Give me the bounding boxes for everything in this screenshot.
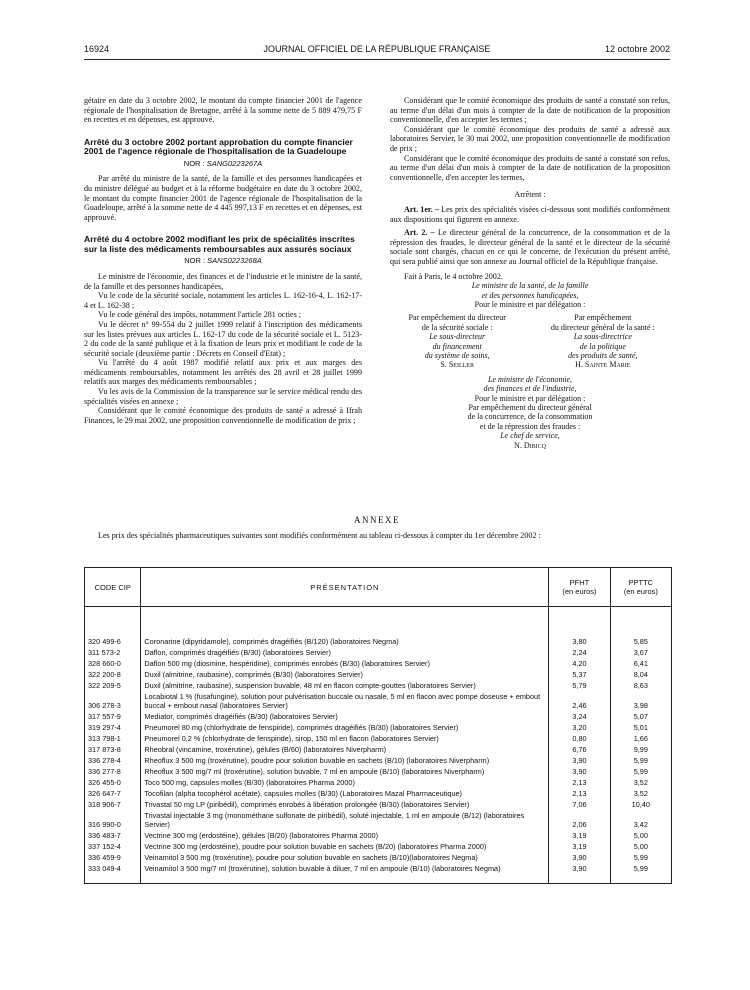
presentation-cell: Coronarine (dipyridamole), comprimés dragéifiés (B/120) (laboratoires Negma) xyxy=(141,607,549,648)
pfht-cell: 3,80 xyxy=(549,607,610,648)
pfht-cell: 5,79 xyxy=(549,680,610,691)
delegation-line: Pour le ministre et par délégation : xyxy=(474,299,586,309)
ppttc-cell: 8,63 xyxy=(610,680,671,691)
cip-code-cell: 318 906-7 xyxy=(85,799,141,810)
table-row xyxy=(85,733,672,744)
pfht-cell: 4,20 xyxy=(549,658,610,669)
ppttc-cell: 5,00 xyxy=(610,830,671,841)
ppttc-cell: 3,52 xyxy=(610,788,671,799)
table-row xyxy=(85,863,672,884)
issue-date: 12 octobre 2002 xyxy=(604,44,670,54)
cip-code-cell: 316 990-0 xyxy=(85,810,141,830)
cip-code-cell: 317 557-9 xyxy=(85,711,141,722)
table-row xyxy=(85,722,672,733)
presentation-cell: Mediator, comprimés dragéifiés (B/30) (laboratoires Servier) xyxy=(141,711,549,722)
ppttc-cell: 5,99 xyxy=(610,852,671,863)
cip-code-cell: 336 278-4 xyxy=(85,755,141,766)
presentation-cell: Locabiotal 1 % (fusafungine), solution pour pulvérisation buccale ou nasale, 5 ml en flacon avec pompe doseuse + embout buccal + embout nasal (laboratoires Servier) xyxy=(141,691,549,711)
decree-paragraph: Vu le code général des impôts, notamment l'article 281 octies ; xyxy=(98,310,302,320)
presentation-cell: Duxil (almitrine, raubasine), comprimés (B/30) (laboratoires Servier) xyxy=(141,669,549,680)
cip-code-cell: 319 297-4 xyxy=(85,722,141,733)
article-1: Art. 1er. – Les prix des spécialités visées ci-dessous sont modifiés conformément aux dispositions qui figurent en annexe. xyxy=(390,204,670,224)
table-row xyxy=(85,711,672,722)
presentation-cell: Vectrine 300 mg (erdostéine), gélules (B/20) (laboratoires Pharma 2000) xyxy=(141,830,549,841)
decree-paragraph: Considérant que le comité économique des produits de santé a constaté son refus, au terme d'un délai d'un mois à compter de la date de notification de la proposition conventionnelle, d'en accepter les termes ; xyxy=(390,96,670,125)
cip-code-cell: 326 455-0 xyxy=(85,777,141,788)
presentation-cell: Veinamitol 3 500 mg/7 ml (troxérutine), solution buvable à diluer, 7 ml en ampoule (B/10) (laboratoires Negma) xyxy=(141,863,549,884)
presentation-cell: Vectrine 300 mg (erdostéine), poudre pour solution buvable en sachets (B/20) (laboratoires Pharma 2000) xyxy=(141,841,549,852)
ppttc-cell: 5,99 xyxy=(610,755,671,766)
header-pfht: PFHT (en euros) xyxy=(549,568,610,607)
page-number: 16924 xyxy=(84,44,110,54)
continued-paragraph: gétaire en date du 3 octobre 2002, le montant du compte financier 2001 de l'agence régionale de l'hospitalisation de Bretagne, arrêté à la somme nette de 5 889 479,75 F en recettes et en dépenses, est approuvé. xyxy=(84,96,362,125)
presentation-cell: Duxil (almitrine, raubasine), suspension buvable, 48 ml en flacon compte-gouttes (laboratoires Servier) xyxy=(141,680,549,691)
table-row xyxy=(85,744,672,755)
cip-code-cell: 336 459-9 xyxy=(85,852,141,863)
header-ppttc: PPTTC (en euros) xyxy=(610,568,671,607)
presentation-cell: Pneumorel 80 mg (chlorhydrate de fenspiride), comprimés dragéifiés (B/30) (laboratoires Servier) xyxy=(141,722,549,733)
pfht-cell: 3,90 xyxy=(549,755,610,766)
header-presentation: PRÉSENTATION xyxy=(141,568,549,607)
nor-reference: NOR : SANG0223267A xyxy=(183,158,263,168)
decree-paragraph: Considérant que le comité économique des produits de santé a adressé aux laboratoires Servier, le 30 mai 2002, une proposition conventionnelle de modification de prix ; xyxy=(390,124,670,153)
cip-code-cell: 322 209-5 xyxy=(85,680,141,691)
signature-minister-health: Le ministre de la santé, de la famille et des personnes handicapées, xyxy=(471,281,589,300)
ppttc-cell: 9,99 xyxy=(610,744,671,755)
running-header xyxy=(84,44,670,58)
table-row xyxy=(85,810,672,830)
cip-code-cell: 313 798-1 xyxy=(85,733,141,744)
table-row xyxy=(85,830,672,841)
ppttc-cell: 10,40 xyxy=(610,799,671,810)
cip-code-cell: 311 573-2 xyxy=(85,647,141,658)
pfht-cell: 2,06 xyxy=(549,810,610,830)
presentation-cell: Rheoflux 3 500 mg (troxérutine), poudre pour solution buvable en sachets (B/10) (laboratoires Niverpharm) xyxy=(141,755,549,766)
ppttc-cell: 5,85 xyxy=(610,607,671,648)
pfht-cell: 3,20 xyxy=(549,722,610,733)
decree-paragraph: Vu l'arrêté du 4 août 1987 modifié relatif aux prix et aux marges des médicaments remboursables, notamment les arrêtés des 28 avril et 28 juillet 1999 relatifs aux marges des médicaments remboursables ; xyxy=(84,358,362,387)
ppttc-cell: 3,67 xyxy=(610,647,671,658)
ppttc-cell: 3,42 xyxy=(610,810,671,830)
journal-title: JOURNAL OFFICIEL DE LA RÉPUBLIQUE FRANÇAISE xyxy=(263,44,491,54)
pfht-cell: 3,90 xyxy=(549,852,610,863)
arretent-label: Arrêtent : xyxy=(514,190,546,200)
annexe-title: ANNEXE xyxy=(354,515,400,525)
nor-reference: NOR : SANS0223268A xyxy=(184,256,262,266)
right-column xyxy=(390,96,670,450)
table-row xyxy=(85,607,672,648)
header-rule xyxy=(84,59,670,60)
decree-paragraph: Vu le code de la sécurité sociale, notamment les articles L. 162-16-4, L. 162-17-4 et L. 162-38 ; xyxy=(84,291,362,310)
signature-secu: Par empêchement du directeur de la sécurité sociale : Le sous-directeur du financement du système de soins, S. Seiller xyxy=(408,313,506,370)
pfht-cell: 3,24 xyxy=(549,711,610,722)
pfht-cell: 2,13 xyxy=(549,788,610,799)
table-row xyxy=(85,799,672,810)
presentation-cell: Rheobral (vincamine, troxérutine), gélules (B/60) (laboratoires Niverpharm) xyxy=(141,744,549,755)
cip-code-cell: 326 647-7 xyxy=(85,788,141,799)
ppttc-cell: 5,99 xyxy=(610,863,671,884)
presentation-cell: Trivastal 50 mg LP (piribédil), comprimés enrobés à libération prolongée (B/30) (laboratoires Servier) xyxy=(141,799,549,810)
pfht-cell: 3,19 xyxy=(549,830,610,841)
signature-block xyxy=(390,313,670,369)
pfht-cell: 6,76 xyxy=(549,744,610,755)
cip-code-cell: 306 278-3 xyxy=(85,691,141,711)
cip-code-cell: 336 277-8 xyxy=(85,766,141,777)
decree-paragraph: Le ministre de l'économie, des finances et de l'industrie et le ministre de la santé, de la famille et des personnes handicapées, xyxy=(84,271,362,291)
cip-code-cell: 333 049-4 xyxy=(85,863,141,884)
table-row xyxy=(85,777,672,788)
presentation-cell: Daflon, comprimés dragéifiés (B/30) (laboratoires Servier) xyxy=(141,647,549,658)
cip-code-cell: 328 660-0 xyxy=(85,658,141,669)
signature-date: Fait à Paris, le 4 octobre 2002. xyxy=(404,271,503,281)
presentation-cell: Trivastal injectable 3 mg (monométhane sulfonate de piribédil), soluté injectable, 1 ml en ampoule (B/12) (laboratoires Servier) xyxy=(141,810,549,830)
ppttc-cell: 5,07 xyxy=(610,711,671,722)
decree-title-prix: Arrêté du 4 octobre 2002 modifiant les prix de spécialités inscrites sur la liste des médicaments remboursables aux assurés sociaux xyxy=(84,234,355,254)
decree-title-guadeloupe: Arrêté du 3 octobre 2002 portant approbation du compte financier 2001 de l'agence régionale de l'hospitalisation de la Guadeloupe xyxy=(84,136,353,157)
pfht-cell: 3,90 xyxy=(549,863,610,884)
table-row xyxy=(85,788,672,799)
table-row xyxy=(85,841,672,852)
cip-code-cell: 320 499-6 xyxy=(85,607,141,648)
pfht-cell: 7,06 xyxy=(549,799,610,810)
ppttc-cell: 5,00 xyxy=(610,841,671,852)
presentation-cell: Pneumorel 0,2 % (chlorhydrate de fenspiride), sirop, 150 ml en flacon (laboratoires Servier) xyxy=(141,733,549,744)
table-row xyxy=(85,669,672,680)
cip-code-cell: 317 873-8 xyxy=(85,744,141,755)
cip-code-cell: 336 483-7 xyxy=(85,830,141,841)
cip-code-cell: 337 152-4 xyxy=(85,841,141,852)
annexe-intro: Les prix des spécialités pharmaceutiques suivantes sont modifiés conformément au tableau ci-dessous à compter du 1er décembre 2002 : xyxy=(98,531,541,540)
ppttc-cell: 3,52 xyxy=(610,777,671,788)
ppttc-cell: 3,98 xyxy=(610,691,671,711)
table-row xyxy=(85,755,672,766)
pfht-cell: 2,24 xyxy=(549,647,610,658)
presentation-cell: Toco 500 mg, capsules molles (B/30) (laboratoires Pharma 2000) xyxy=(141,777,549,788)
presentation-cell: Tocofilan (alpha tocophérol acétate), capsules molles (B/30) (Laboratoires Mazal Pharmaceutique) xyxy=(141,788,549,799)
presentation-cell: Rheoflux 3 500 mg/7 ml (troxérutine), solution buvable, 7 ml en ampoule (B/10) (laboratoires Niverpharm) xyxy=(141,766,549,777)
price-table xyxy=(84,567,672,884)
decree-paragraph: Vu le décret n° 99-554 du 2 juillet 1999 relatif à l'inscription des médicaments sur les listes prévues aux articles L. 162-17 du code de la sécurité sociale et L. 5123-2 du code de la santé publique et à la fixation de leurs prix et modifiant le code de la sécurité sociale (deuxième partie : Décrets en Conseil d'Etat) ; xyxy=(84,319,362,358)
pfht-cell: 3,90 xyxy=(549,766,610,777)
pfht-cell: 3,19 xyxy=(549,841,610,852)
table-row xyxy=(85,766,672,777)
pfht-cell: 2,46 xyxy=(549,691,610,711)
header-code-cip: CODE CIP xyxy=(85,568,141,607)
pfht-cell: 5,37 xyxy=(549,669,610,680)
decree-body: Par arrêté du ministre de la santé, de la famille et des personnes handicapées et du ministre délégué au budget et à la réforme budgétaire en date du 3 octobre 2002, le montant du compte financier 2001 de l'agence régionale de l'hospitalisation de la Guadeloupe, arrêté à la somme nette de 4 445 997,13 F en recettes et en dépenses, est approuvé. xyxy=(84,174,362,222)
ppttc-cell: 1,66 xyxy=(610,733,671,744)
presentation-cell: Daflon 500 mg (diosmine, hespéridine), comprimés enrobés (B/30) (laboratoires Servier) xyxy=(141,658,549,669)
pfht-cell: 0,80 xyxy=(549,733,610,744)
table-row xyxy=(85,647,672,658)
table-body xyxy=(85,607,672,884)
signature-minister-economy: Le ministre de l'économie, des finances et de l'industrie, Pour le ministre et par délégation : Par empêchement du directeur général de la concurrence, de la consommation et de la répression des fraudes : Le chef de service, N. Dibicq xyxy=(467,374,593,450)
presentation-cell: Veinamitol 3 500 mg (troxérutine), poudre pour solution buvable en sachets (B/10)(laboratoires Negma) xyxy=(141,852,549,863)
decree-paragraph: Considérant que le comité économique des produits de santé a adressé à Ifrah Finances, le 29 mai 2002, une proposition conventionnelle de modification de prix ; xyxy=(84,406,362,425)
table-row xyxy=(85,852,672,863)
decree-paragraph: Vu les avis de la Commission de la transparence sur le service médical rendu des spécialités visées en annexe ; xyxy=(84,387,362,406)
signature-dgs: Par empêchement du directeur général de la santé : La sous-directrice de la politique des produits de santé, H. Sainte Marie xyxy=(550,313,655,370)
cip-code-cell: 322 200-8 xyxy=(85,669,141,680)
table-header-row xyxy=(85,568,672,607)
ppttc-cell: 5,99 xyxy=(610,766,671,777)
ppttc-cell: 6,41 xyxy=(610,658,671,669)
ppttc-cell: 8,04 xyxy=(610,669,671,680)
article-2: Art. 2. – Le directeur général de la concurrence, de la consommation et de la répression des fraudes, le directeur général de la santé et le directeur de la sécurité sociale sont chargés, chacun en ce qui le concerne, de l'exécution du présent arrêté, qui sera publié ainsi que son annexe au Journal officiel de la République française. xyxy=(390,228,670,266)
table-row xyxy=(85,680,672,691)
table-row xyxy=(85,658,672,669)
pfht-cell: 2,13 xyxy=(549,777,610,788)
decree-paragraph: Considérant que le comité économique des produits de santé a constaté son refus, au terme d'un délai d'un mois à compter de la date de notification de la proposition conventionnelle, d'en accepter les termes, xyxy=(390,153,670,182)
table-row xyxy=(85,691,672,711)
ppttc-cell: 5,01 xyxy=(610,722,671,733)
left-column xyxy=(84,96,362,425)
